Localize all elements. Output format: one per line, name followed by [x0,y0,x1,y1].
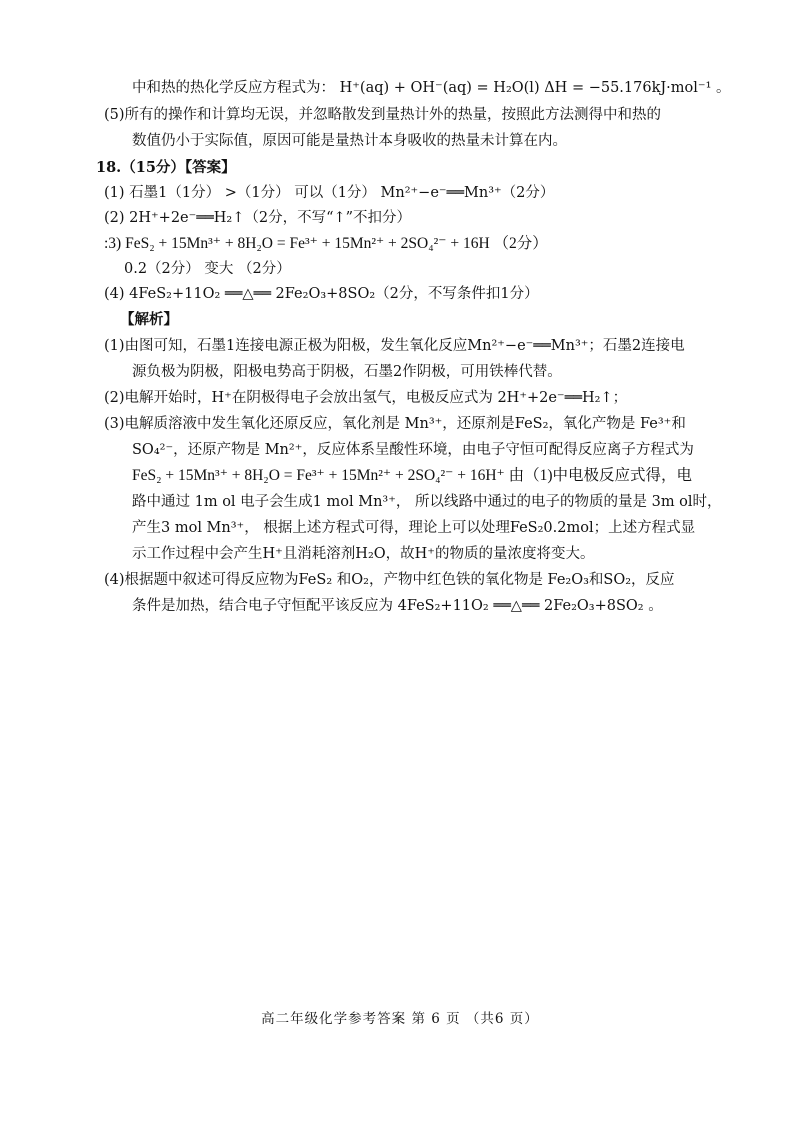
text-line-analysis-4-cont: 条件是加热，结合电子守恒配平该反应为 4FeS₂+11O₂ ══△══ 2Fe₂O₃+8SO₂ 。 [132,598,663,614]
text-line-analysis-3-b: SO₄²⁻，还原产物是 Mn²⁺，反应体系呈酸性环境，由电子守恒可配得反应离子方程式为 [132,442,694,458]
page-footer: 高二年级化学参考答案 第 6 页 （共6 页） [261,1011,539,1027]
text-line-analysis-1: (1)由图可知，石墨1连接电源正极为阳极，发生氧化反应Mn²⁺−e⁻══Mn³⁺；石墨2连接电 [104,338,685,354]
text-line-analysis-3-f: 示工作过程中会产生H⁺且消耗溶剂H₂O，故H⁺的物质的量浓度将变大。 [132,546,595,562]
text-line-q5: (5)所有的操作和计算均无误，并忽略散发到量热计外的热量，按照此方法测得中和热的 [104,107,662,123]
text-line-q18-header: 18.（15分）【答案】 [96,159,236,176]
text-line-analysis-3-d: 路中通过 1m ol 电子会生成1 mol Mn³⁺， 所以线路中通过的电子的物质的量是 3m ol时， [132,494,722,510]
text-line-neutralization-equation: 中和热的热化学反应方程式为： H⁺(aq) + OH⁻(aq) = H₂O(l) ΔH = −55.176kJ·mol⁻¹ 。 [132,80,731,96]
text-line-analysis-4: (4)根据题中叙述可得反应物为FeS₂ 和O₂，产物中红色铁的氧化物是 Fe₂O₃和SO₂，反应 [104,572,675,588]
text-line-answer-3: :3) FeS₂ + 15Mn³⁺ + 8H₂O = Fe³⁺ + 15Mn²⁺ + 2SO₄²⁻ + 16H （2分） [104,235,548,252]
text-line-analysis-3-c: FeS₂ + 15Mn³⁺ + 8H₂O = Fe³⁺ + 15Mn²⁺ + 2SO₄²⁻ + 16H⁺ 由（1)中电极反应式得，电 [132,467,693,484]
text-line-answer-1: (1) 石墨1（1分） >（1分） 可以（1分） Mn²⁺−e⁻══Mn³⁺（2分） [104,185,555,201]
text-line-analysis-header: 【解析】 [120,311,178,328]
text-line-answer-4: (4) 4FeS₂+11O₂ ══△══ 2Fe₂O₃+8SO₂（2分，不写条件扣1分） [104,286,539,302]
text-line-answer-3-cont: 0.2（2分） 变大 （2分） [124,261,291,277]
text-line-answer-2: (2) 2H⁺+2e⁻══H₂↑（2分，不写“↑”不扣分） [104,210,412,226]
text-line-analysis-2: (2)电解开始时，H⁺在阴极得电子会放出氢气，电极反应式为 2H⁺+2e⁻══H₂↑； [104,390,628,406]
text-line-q5-cont: 数值仍小于实际值，原因可能是量热计本身吸收的热量未计算在内。 [132,133,567,149]
text-line-analysis-3-e: 产生3 mol Mn³⁺， 根据上述方程式可得，理论上可以处理FeS₂0.2mol；上述方程式显 [132,520,696,536]
text-line-analysis-3: (3)电解质溶液中发生氧化还原反应，氧化剂是 Mn³⁺，还原剂是FeS₂，氧化产物是 Fe³⁺和 [104,416,686,432]
text-line-analysis-1-cont: 源负极为阴极，阳极电势高于阴极，石墨2作阴极，可用铁棒代替。 [132,364,562,380]
